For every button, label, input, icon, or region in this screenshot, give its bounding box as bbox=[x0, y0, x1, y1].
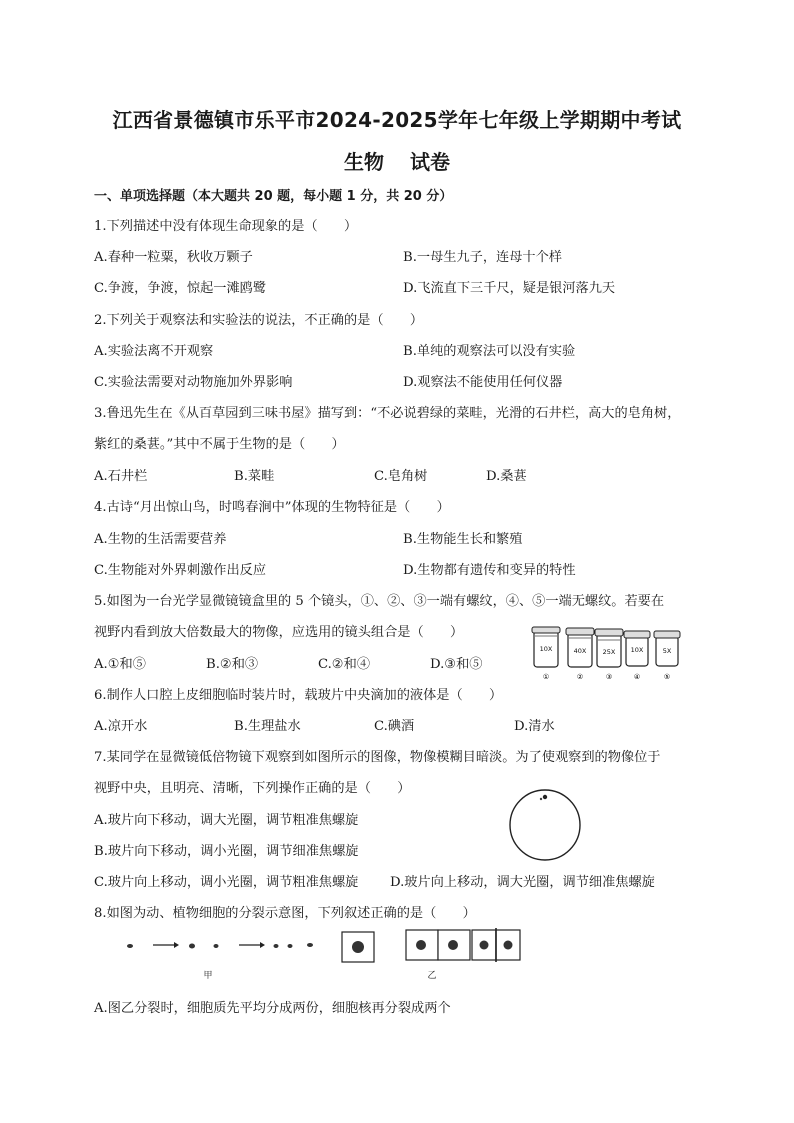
section-heading: 一、单项选择题（本大题共 20 题，每小题 1 分，共 20 分） bbox=[94, 189, 453, 204]
option-d: D.③和⑤ bbox=[430, 657, 483, 672]
question-stem-continued: 视野中央，且明亮、清晰，下列操作正确的是（ ） bbox=[94, 781, 411, 796]
option-c: C.玻片向上移动，调小光圈，调节粗准焦螺旋 bbox=[94, 875, 359, 890]
option-d: D.玻片向上移动，调大光圈，调节细准焦螺旋 bbox=[390, 875, 655, 890]
question-stem: 8.如图为动、植物细胞的分裂示意图，下列叙述正确的是（ ） bbox=[94, 906, 476, 921]
question-stem: 2.下列关于观察法和实验法的说法，不正确的是（ ） bbox=[94, 313, 424, 328]
option-b: B.②和③ bbox=[206, 657, 259, 672]
option-a: A.凉开水 bbox=[94, 719, 148, 734]
exam-title: 江西省景德镇市乐平市2024-2025学年七年级上学期期中考试 bbox=[112, 108, 682, 132]
question-stem-continued: 紫红的桑葚。”其中不属于生物的是（ ） bbox=[94, 437, 345, 452]
field-of-view-figure bbox=[508, 788, 582, 862]
option-c: C.皂角树 bbox=[374, 469, 428, 484]
lens-label: 10X bbox=[539, 645, 553, 653]
option-b: B.菜畦 bbox=[234, 469, 275, 484]
lens-label: 5X bbox=[662, 647, 672, 655]
lens-4 bbox=[624, 631, 650, 666]
lens-label: 25X bbox=[602, 648, 616, 656]
lens-label: 40X bbox=[573, 647, 587, 655]
lens-number: ③ bbox=[605, 673, 613, 681]
lens-1 bbox=[532, 627, 560, 667]
question-stem: 5.如图为一台光学显微镜镜盒里的 5 个镜头，①、②、③一端有螺纹，④、⑤一端无螺纹。若要在 bbox=[94, 594, 665, 609]
option-c: C.②和④ bbox=[318, 657, 371, 672]
exam-subtitle bbox=[0, 146, 794, 175]
option-d: D.清水 bbox=[514, 719, 555, 734]
cell-division-figure bbox=[120, 926, 530, 984]
option-b: B.生物能生长和繁殖 bbox=[403, 532, 523, 547]
option-c: C.争渡，争渡，惊起一滩鸥鹭 bbox=[94, 281, 267, 296]
option-a: A.春种一粒粟，秋收万颗子 bbox=[94, 250, 253, 265]
figure-label-left: 甲 bbox=[203, 971, 213, 981]
option-d: D.飞流直下三千尺，疑是银河落九天 bbox=[403, 281, 616, 296]
lens-figure bbox=[530, 624, 692, 682]
question-stem: 7.某同学在显微镜低倍物镜下观察到如图所示的图像，物像模糊目暗淡。为了使观察到的物像位于 bbox=[94, 750, 661, 765]
option-d: D.观察法不能使用任何仪器 bbox=[403, 375, 563, 390]
lens-5 bbox=[654, 631, 680, 666]
option-b: B.生理盐水 bbox=[234, 719, 301, 734]
lens-2 bbox=[566, 628, 594, 667]
lens-number: ② bbox=[576, 673, 584, 681]
option-a: A.生物的生活需要营养 bbox=[94, 532, 227, 547]
lens-number: ⑤ bbox=[663, 673, 671, 681]
lens-number: ① bbox=[542, 673, 550, 681]
option-a: A.石井栏 bbox=[94, 469, 148, 484]
option-c: C.碘酒 bbox=[374, 719, 415, 734]
option-a: A.实验法离不开观察 bbox=[94, 344, 214, 359]
lens-label: 10X bbox=[630, 646, 644, 654]
option-b: B.单纯的观察法可以没有实验 bbox=[403, 344, 576, 359]
option-c: C.生物能对外界刺激作出反应 bbox=[94, 563, 267, 578]
option-b: B.玻片向下移动，调小光圈，调节细准焦螺旋 bbox=[94, 844, 359, 859]
question-stem: 1.下列描述中没有体现生命现象的是（ ） bbox=[94, 219, 358, 234]
question-stem-continued: 视野内看到放大倍数最大的物像，应选用的镜头组合是（ ） bbox=[94, 625, 464, 640]
lens-3 bbox=[595, 629, 623, 667]
question-stem: 6.制作人口腔上皮细胞临时装片时，载玻片中央滴加的液体是（ ） bbox=[94, 688, 503, 703]
option-d: D.生物都有遗传和变异的特性 bbox=[403, 563, 576, 578]
question-stem: 3.鲁迅先生在《从百草园到三味书屋》描写到：“不必说碧绿的菜畦，光滑的石井栏，高大的皂角树， bbox=[94, 406, 681, 421]
subject-label: 生物 bbox=[344, 150, 384, 174]
option-d: D.桑葚 bbox=[486, 469, 527, 484]
paper-label: 试卷 bbox=[410, 150, 450, 174]
option-a: A.玻片向下移动，调大光圈，调节粗准焦螺旋 bbox=[94, 813, 359, 828]
option-a: A.图乙分裂时，细胞质先平均分成两份，细胞核再分裂成两个 bbox=[94, 1001, 451, 1016]
option-b: B.一母生九子，连母十个样 bbox=[403, 250, 562, 265]
option-a: A.①和⑤ bbox=[94, 657, 146, 672]
lens-number: ④ bbox=[633, 673, 641, 681]
figure-label-right: 乙 bbox=[427, 971, 437, 981]
question-stem: 4.古诗“月出惊山鸟，时鸣春涧中”体现的生物特征是（ ） bbox=[94, 500, 450, 515]
option-c: C.实验法需要对动物施加外界影响 bbox=[94, 375, 293, 390]
